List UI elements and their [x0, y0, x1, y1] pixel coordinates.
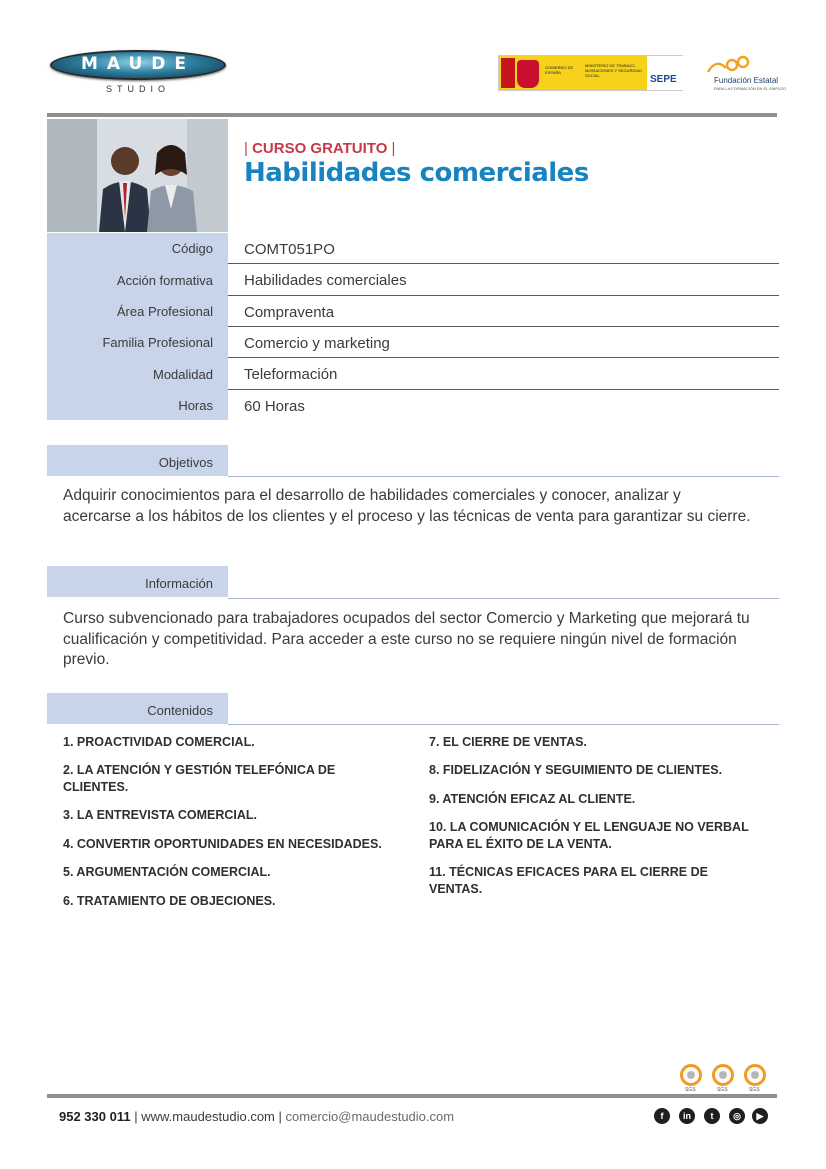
website-link[interactable]: www.maudestudio.com [141, 1109, 275, 1124]
sgs-seal-icon: SGS [712, 1064, 734, 1086]
value-accion-formativa: Habilidades comerciales [244, 272, 407, 289]
value-modalidad: Teleformación [244, 366, 338, 383]
youtube-icon[interactable]: ▶ [752, 1108, 768, 1124]
label-horas: Horas [178, 398, 213, 413]
badge-text: CURSO GRATUITO [252, 140, 388, 157]
foundation-tagline: PARA LA FORMACIÓN EN EL EMPLEO [714, 86, 787, 91]
label-accion-formativa: Acción formativa [116, 273, 213, 288]
label-area-profesional: Área Profesional [116, 304, 213, 319]
content-item: 7. EL CIERRE DE VENTAS. [429, 735, 587, 749]
phone-number[interactable]: 952 330 011 [59, 1109, 131, 1124]
section-divider [228, 476, 779, 477]
info-label-column [47, 233, 228, 420]
row-divider [228, 326, 779, 327]
content-item: 4. CONVERTIR OPORTUNIDADES EN NECESIDADES. [63, 837, 382, 851]
sgs-seal-icon: SGS [680, 1064, 702, 1086]
fundacion-estatal-logo [702, 54, 787, 94]
content-item: 11. TÉCNICAS EFICACES PARA EL CIERRE DE VENTAS. [429, 865, 708, 896]
maude-studio-logo [48, 48, 230, 98]
facebook-icon[interactable]: f [654, 1108, 670, 1124]
section-header-informacion: Información [47, 566, 228, 597]
row-divider [228, 389, 779, 390]
ministry-text: MINISTERIO DE TRABAJO, MIGRACIONES Y SEGURIDAD SOCIAL [585, 63, 642, 78]
badge-separator: | [244, 140, 248, 157]
content-item: 10. LA COMUNICACIÓN Y EL LENGUAJE NO VERBAL PARA EL ÉXITO DE LA VENTA. [429, 820, 749, 851]
value-horas: 60 Horas [244, 398, 305, 415]
content-item: 9. ATENCIÓN EFICAZ AL CLIENTE. [429, 792, 636, 806]
footer-divider [47, 1094, 777, 1098]
section-header-objetivos: Objetivos [47, 445, 228, 476]
value-codigo: COMT051PO [244, 241, 335, 258]
badge-separator: | [391, 140, 396, 157]
section-divider [228, 724, 779, 725]
gov-text: GOBIERNO DE ESPAÑA [545, 65, 574, 75]
coat-of-arms-icon [517, 60, 539, 88]
course-badge [244, 140, 395, 157]
course-photo [47, 119, 228, 232]
label-modalidad: Modalidad [153, 367, 213, 382]
label-familia-profesional: Familia Profesional [102, 335, 213, 350]
value-familia-profesional: Comercio y marketing [244, 335, 390, 352]
course-title: Habilidades comerciales [244, 158, 589, 188]
instagram-icon[interactable]: ◎ [729, 1108, 745, 1124]
logo-subtitle: STUDIO [105, 84, 170, 94]
content-item: 3. LA ENTREVISTA COMERCIAL. [63, 808, 257, 822]
content-item: 8. FIDELIZACIÓN Y SEGUIMIENTO DE CLIENTES. [429, 763, 723, 777]
certification-seals [680, 1064, 770, 1093]
email-link[interactable]: comercio@maudestudio.com [285, 1109, 455, 1124]
contact-separator: | [278, 1109, 282, 1124]
row-divider [228, 295, 779, 296]
content-item: 6. TRATAMIENTO DE OBJECIONES. [63, 894, 276, 908]
value-area-profesional: Compraventa [244, 304, 335, 321]
sepe-text: SEPE [650, 74, 677, 85]
informacion-text: Curso subvencionado para trabajadores ocupados del sector Comercio y Marketing que mejorará tu cualificación y competitividad. Para acceder a este curso no se requiere ningún nivel de formación previo. [63, 610, 750, 668]
foundation-rings-icon [706, 54, 752, 76]
header-divider [47, 113, 777, 117]
sepe-logo [647, 56, 683, 90]
contact-line [59, 1109, 454, 1124]
label-codigo: Código [171, 241, 213, 256]
logo-word: MAUDE [80, 54, 196, 74]
contact-separator: | [134, 1109, 138, 1124]
section-header-contenidos: Contenidos [47, 693, 228, 724]
twitter-icon[interactable]: t [704, 1108, 720, 1124]
sgs-seal-icon: SGS [744, 1064, 766, 1086]
row-divider [228, 357, 779, 358]
objetivos-text: Adquirir conocimientos para el desarrollo de habilidades comerciales y conocer, analizar y acercarse a los hábitos de los clientes y el proceso y las técnicas de venta para garantizar su cierre. [63, 487, 751, 525]
linkedin-icon[interactable]: in [679, 1108, 695, 1124]
row-divider [228, 263, 779, 264]
spain-flag-icon [501, 58, 515, 88]
content-item: 1. PROACTIVIDAD COMERCIAL. [63, 735, 255, 749]
foundation-name: Fundación Estatal [714, 76, 779, 85]
content-item: 2. LA ATENCIÓN Y GESTIÓN TELEFÓNICA DE CLIENTES. [63, 763, 336, 794]
content-item: 5. ARGUMENTACIÓN COMERCIAL. [63, 865, 271, 879]
government-logo [498, 55, 683, 91]
section-divider [228, 598, 779, 599]
